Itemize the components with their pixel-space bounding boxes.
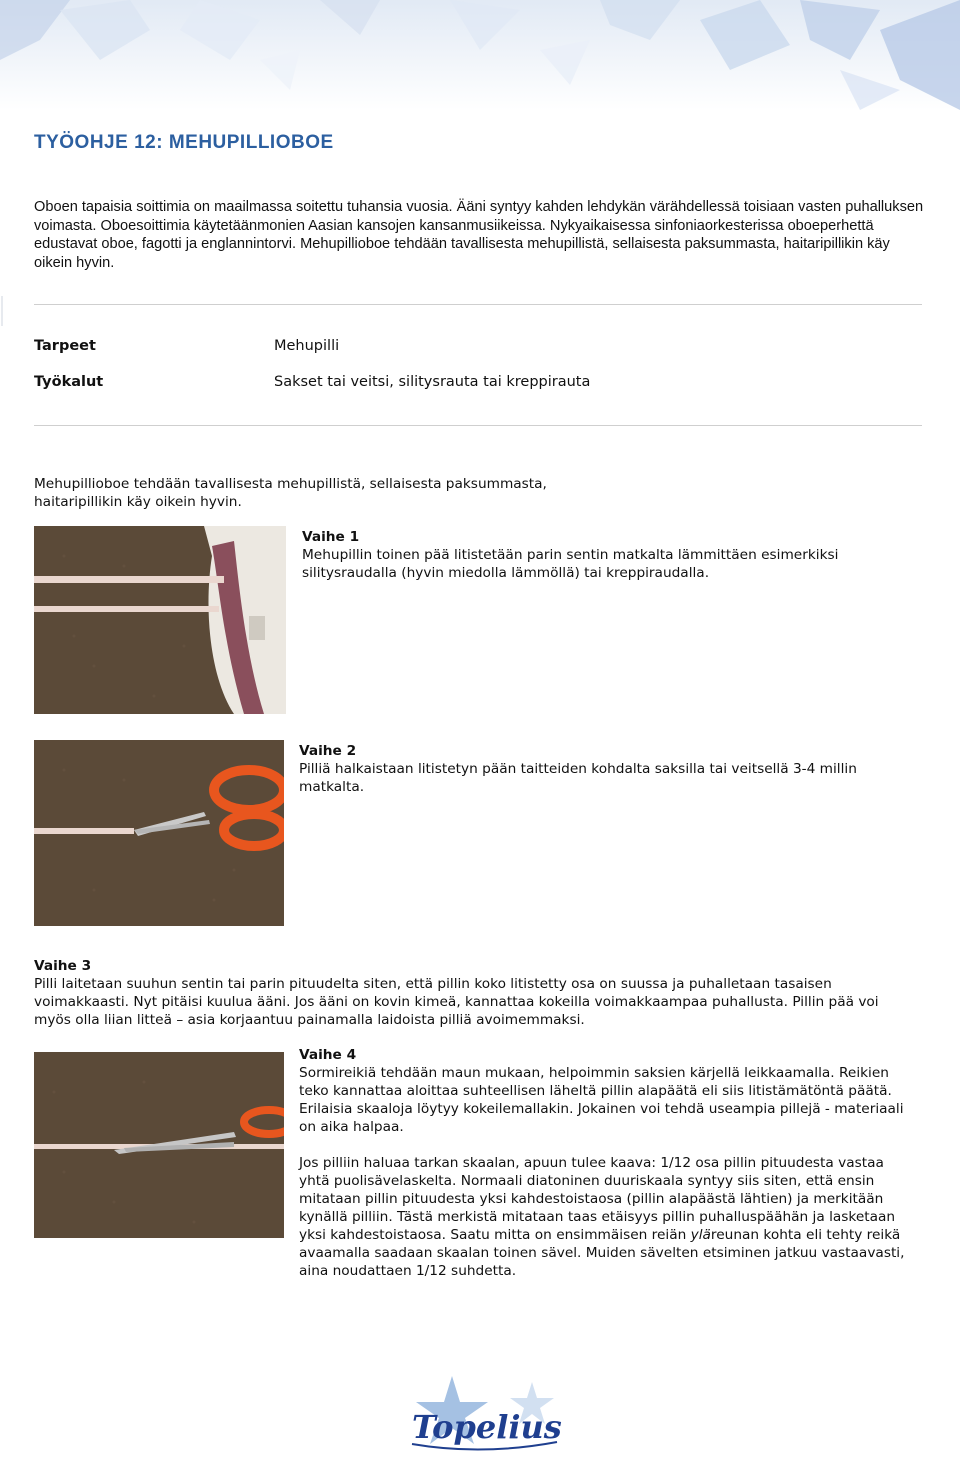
step1-title: Vaihe 1 [302, 529, 360, 545]
scale-note [299, 1154, 911, 1280]
step4-photo [34, 1052, 284, 1238]
scale-note-emphasis: ylä [690, 1227, 711, 1243]
step3-text: Pilli laitetaan suuhun sentin tai parin pituudelta siten, että pillin koko litistetty osa on suussa ja puhalletaan tasaisen voimakkaasti. Nyt pitäisi kuulua ääni. Jos ääni on kovin kimeä, kannattaa kokeilla voimakkaampaa puhallusta. Pillin pää voi myös olla liian litteä – asia korjaantuu painamalla laidoista pilliä avoimemmaksi. [34, 976, 879, 1028]
step2-text: Pilliä halkaistaan litistetyn pään taitteiden kohdalta saksilla tai veitsellä 3-4 millin matkalta. [299, 761, 857, 795]
step4-title: Vaihe 4 [299, 1047, 357, 1063]
step4-text-block [299, 1046, 909, 1136]
topelius-logo [392, 1372, 572, 1464]
step1-photo [34, 526, 286, 714]
scale-note-part2: reunan kohta eli tehty reikä avaamalla saadaan skaalan toinen sävel. Muiden sävelten etsiminen jatkuu vastaavasti, aina noudattaen 1/12 suhdetta. [299, 1227, 905, 1279]
tarpeet-value: Mehupilli [274, 338, 340, 354]
step4-text: Sormireikiä tehdään maun mukaan, helpoimmin saksien kärjellä leikkaamalla. Reikien teko kannattaa aloittaa suhteellisen läheltä pillin alapäätä eli siis litistämätöntä päätä. Erilaisia skaaloja löytyy kokeilemallakin. Jokainen voi tehdä useampia pillejä - materiaali on aika halpaa. [299, 1065, 904, 1135]
tyokalut-label: Työkalut [34, 374, 104, 390]
scale-note-part1: Jos pilliin haluaa tarkan skaalan, apuun tulee kaava: 1/12 osa pillin pituudesta vastaa yhtä puolisävelaskelta. Normaali diatoninen duuriskaala syntyy siis siten, että ensin mitataan pillin pituudesta yksi kahdestoistaosa (pillin alapäästä lähtien) ja merkitään kynällä pilliin. Tästä merkistä mitataan taas etäisyys pillin puhalluspäähän ja lasketaan yksi kahdestoistaosa. Saatu mitta on ensimmäisen reiän [299, 1155, 896, 1243]
svg-text:Topelius: Topelius [412, 1408, 562, 1446]
divider-top [34, 304, 922, 305]
step2-photo [34, 740, 284, 926]
intro-paragraph: Oboen tapaisia soittimia on maailmassa soitettu tuhansia vuosia. Ääni syntyy kahden lehdykän värähdellessä toisiaan vasten puhalluksen voimasta. Oboesoittimia käytetäänmonien Aasian kansojen kansanmusiikeissa. Nykyaikaisessa sinfoniaorkesterissa oboeperhettä edustavat oboe, fagotti ja englannintorvi. Mehupillioboe tehdään tavallisesta mehupillistä, sellaisesta paksummasta, haitaripillikin käy oikein hyvin. [34, 199, 924, 271]
step1-text: Mehupillin toinen pää litistetään parin sentin matkalta lämmittäen esimerkiksi silitysraudalla (hyvin miedolla lämmöllä) tai kreppiraudalla. [302, 547, 839, 581]
summary-paragraph: Mehupillioboe tehdään tavallisesta mehupillistä, sellaisesta paksummasta, haitaripillikin käy oikein hyvin. [34, 476, 547, 510]
header-banner [0, 0, 960, 110]
page-title: TYÖOHJE 12: MEHUPILLIOBOE [34, 132, 334, 153]
tarpeet-label: Tarpeet [34, 338, 96, 354]
divider-bottom [34, 425, 922, 426]
step2-text-block [299, 742, 909, 796]
step3-text-block [34, 957, 914, 1029]
step2-title: Vaihe 2 [299, 743, 357, 759]
step3-title: Vaihe 3 [34, 958, 92, 974]
tyokalut-value: Sakset tai veitsi, silitysrauta tai kreppirauta [274, 374, 591, 390]
step1-text-block [302, 528, 902, 582]
page-edge-mark [0, 296, 6, 326]
